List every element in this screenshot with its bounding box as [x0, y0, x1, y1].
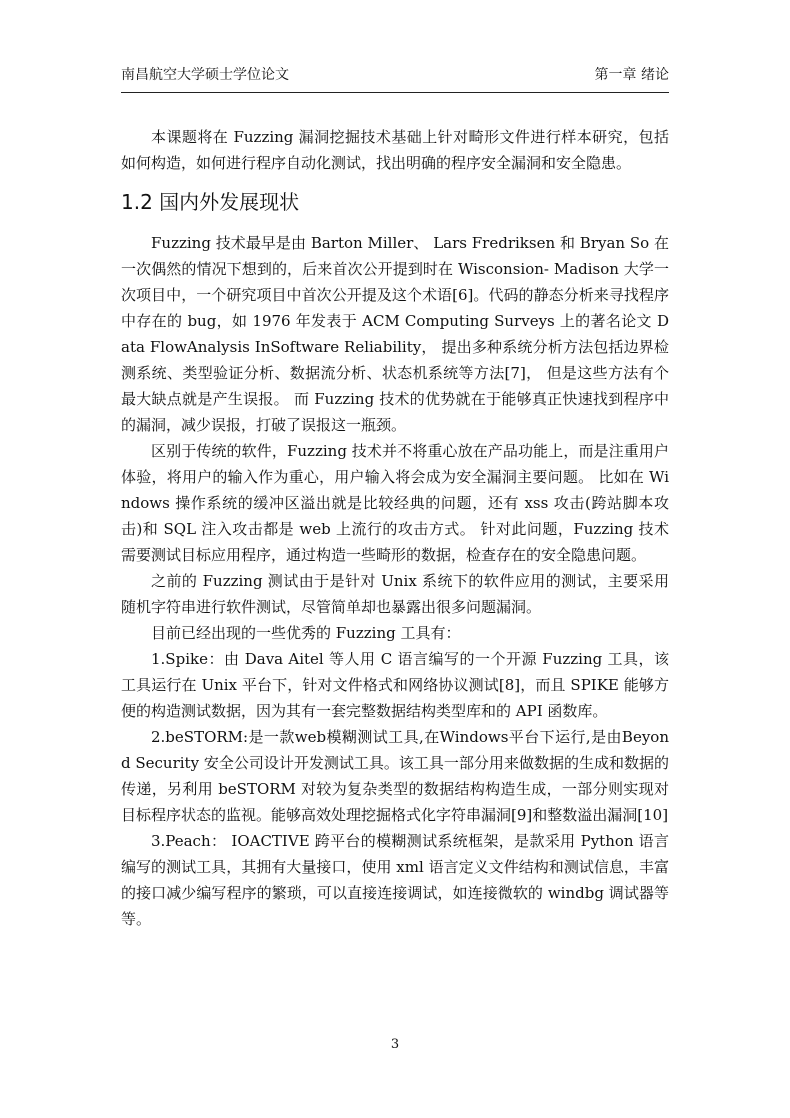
- paragraph-tool-bestorm: 2.beSTORM:是一款web模糊测试工具,在Windows平台下运行,是由Beyond Security 安全公司设计开发测试工具。该工具一部分用来做数据的生成和数据的传递，另利用 beSTORM 对较为复杂类型的数据结构构造生成，一部分则实现对目标程序状态的监视。能够高效处理挖掘格式化字符串漏洞[9]和整数溢出漏洞[10]: [121, 728, 669, 824]
- running-header: [121, 64, 669, 86]
- page-body: [121, 124, 669, 932]
- paragraph-fuzzing-origin: Fuzzing 技术最早是由 Barton Miller、 Lars Fredriksen 和 Bryan So 在一次偶然的情况下想到的，后来首次公开提到时在 Wisconsion- Madison 大学一次项目中，一个研究项目中首次公开提及这个术语[6]。代码的静态分析来寻找程序中存在的 bug，如 1976 年发表于 ACM Computing Surveys 上的著名论文 Data FlowAnalysis InSoftware Reliability， 提出多种系统分析方法包括边界检测系统、类型验证分析、数据流分析、状态机系统等方法[7]， 但是这些方法有个最大缺点就是产生误报。 而 Fuzzing 技术的优势就在于能够真正快速找到程序中的漏洞，减少误报，打破了误报这一瓶颈。: [121, 234, 669, 434]
- intro-paragraph: 本课题将在 Fuzzing 漏洞挖掘技术基础上针对畸形文件进行样本研究，包括如何构造，如何进行程序自动化测试，找出明确的程序安全漏洞和安全隐患。: [121, 128, 669, 172]
- paragraph-unix-testing: 之前的 Fuzzing 测试由于是针对 Unix 系统下的软件应用的测试，主要采用随机字符串进行软件测试，尽管简单却也暴露出很多问题漏洞。: [121, 572, 669, 616]
- page-number: 3: [390, 1037, 400, 1052]
- header-divider: [121, 92, 669, 93]
- paragraph-fuzzing-difference: 区别于传统的软件，Fuzzing 技术并不将重心放在产品功能上，而是注重用户体验，将用户的输入作为重心，用户输入将会成为安全漏洞主要问题。 比如在 Windows 操作系统的缓冲区溢出就是比较经典的问题，还有 xss 攻击(跨站脚本攻击)和 SQL 注入攻击都是 web 上流行的攻击方式。 针对此问题，Fuzzing 技术需要测试目标应用程序，通过构造一些畸形的数据，检查存在的安全隐患问题。: [121, 442, 669, 564]
- header-thesis-title: 南昌航空大学硕士学位论文: [121, 67, 289, 83]
- paragraph-tools-intro: 目前已经出现的一些优秀的 Fuzzing 工具有：: [151, 624, 461, 642]
- header-chapter-title: 第一章 绪论: [594, 67, 669, 83]
- section-heading: 1.2 国内外发展现状: [121, 190, 300, 214]
- paragraph-tool-spike: 1.Spike：由 Dava Aitel 等人用 C 语言编写的一个开源 Fuzzing 工具，该工具运行在 Unix 平台下，针对文件格式和网络协议测试[8]，而且 SPIKE 能够方便的构造测试数据，因为其有一套完整数据结构类型库和的 API 函数库。: [121, 650, 669, 720]
- paragraph-tool-peach: 3.Peach： IOACTIVE 跨平台的模糊测试系统框架，是款采用 Python 语言编写的测试工具，其拥有大量接口，使用 xml 语言定义文件结构和测试信息，丰富的接口减少编写程序的繁琐，可以直接连接调试，如连接微软的 windbg 调试器等等。: [121, 832, 669, 928]
